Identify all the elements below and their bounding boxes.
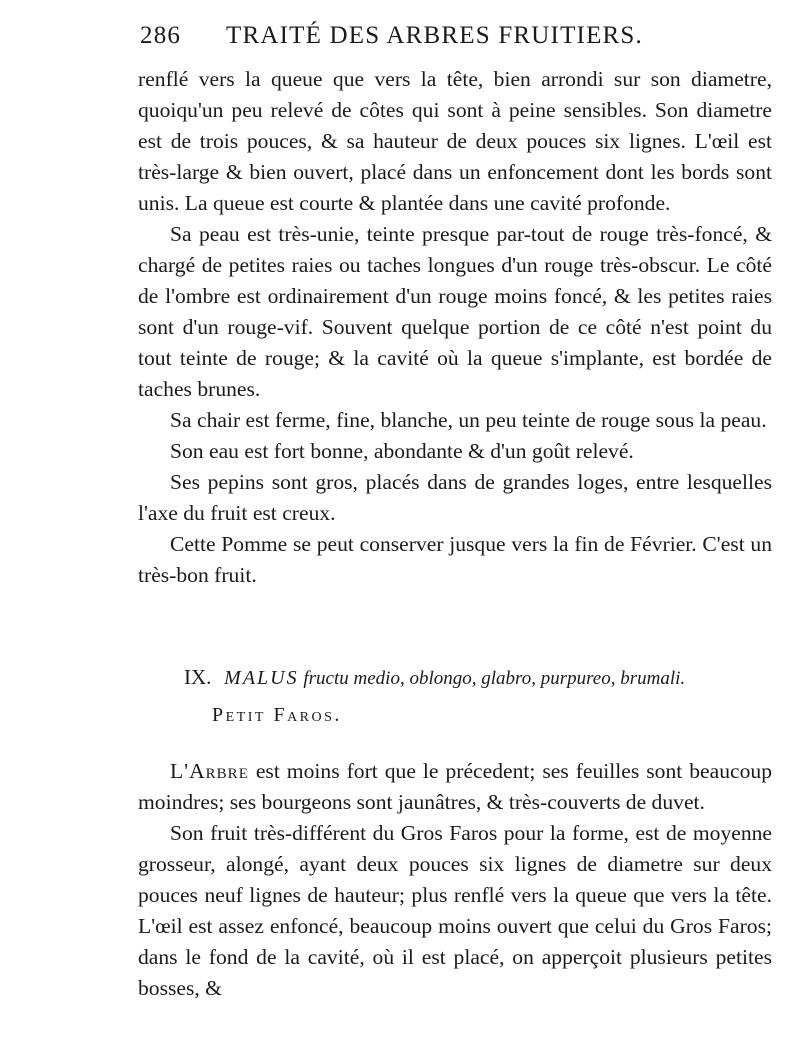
page-number: 286 <box>140 22 182 49</box>
species-heading <box>184 665 784 690</box>
paragraph-1: renflé vers la queue que vers la tête, bien arrondi sur son diametre, quoiqu'un peu relevé de côtes qui sont à peine sensibles. Son diametre est de trois pouces, & sa hauteur de deux pouces six lignes. L'œil est très-large & bien ouvert, placé dans un enfoncement dont les bords sont unis. La queue est courte & plantée dans une cavité profonde. <box>138 67 772 215</box>
paragraph-6: Cette Pomme se peut conserver jusque vers la fin de Février. C'est un très-bon fruit. <box>138 532 772 587</box>
running-title: TRAITÉ DES ARBRES FRUITIERS. <box>226 22 643 49</box>
paragraph-5: Ses pepins sont gros, placés dans de grandes loges, entre lesquelles l'axe du fruit est creux. <box>138 470 772 525</box>
lead-word: L'Arbre <box>170 759 249 783</box>
text-block-1 <box>138 64 772 591</box>
species-description: fructu medio, oblongo, glabro, purpureo, brumali. <box>303 668 686 689</box>
common-name: Petit Faros. <box>212 704 342 726</box>
paragraph-4: Son eau est fort bonne, abondante & d'un goût relevé. <box>170 439 634 463</box>
text-block-2 <box>138 756 772 1004</box>
paragraph-7 <box>138 756 772 818</box>
paragraph-3: Sa chair est ferme, fine, blanche, un peu teinte de rouge sous la peau. <box>170 408 767 432</box>
species-number: IX. <box>184 665 212 689</box>
paragraph-8: Son fruit très-différent du Gros Faros pour la forme, est de moyenne grosseur, alongé, ayant deux pouces six lignes de diametre sur deux pouces neuf lignes de hauteur; plus renflé vers la queue que vers la tête. L'œil est assez enfoncé, beaucoup moins ouvert que celui du Gros Faros; dans le fond de la cavité, où il est placé, on apperçoit plusieurs petites bosses, & <box>138 821 772 1000</box>
page-header <box>140 22 700 56</box>
paragraph-2: Sa peau est très-unie, teinte presque par-tout de rouge très-foncé, & chargé de petites raies ou taches longues d'un rouge très-obscur. Le côté de l'ombre est ordinairement d'un rouge moins foncé, & les petites raies sont d'un rouge-vif. Souvent quelque portion de ce côté n'est point du tout teinte de rouge; & la cavité où la queue s'implante, est bordée de taches brunes. <box>138 222 772 401</box>
paragraph-7-text: est moins fort que le précedent; ses feuilles sont beaucoup moindres; ses bourgeons sont jaunâtres, & très-couverts de duvet. <box>138 759 772 814</box>
species-genus: MALUS <box>224 667 299 689</box>
